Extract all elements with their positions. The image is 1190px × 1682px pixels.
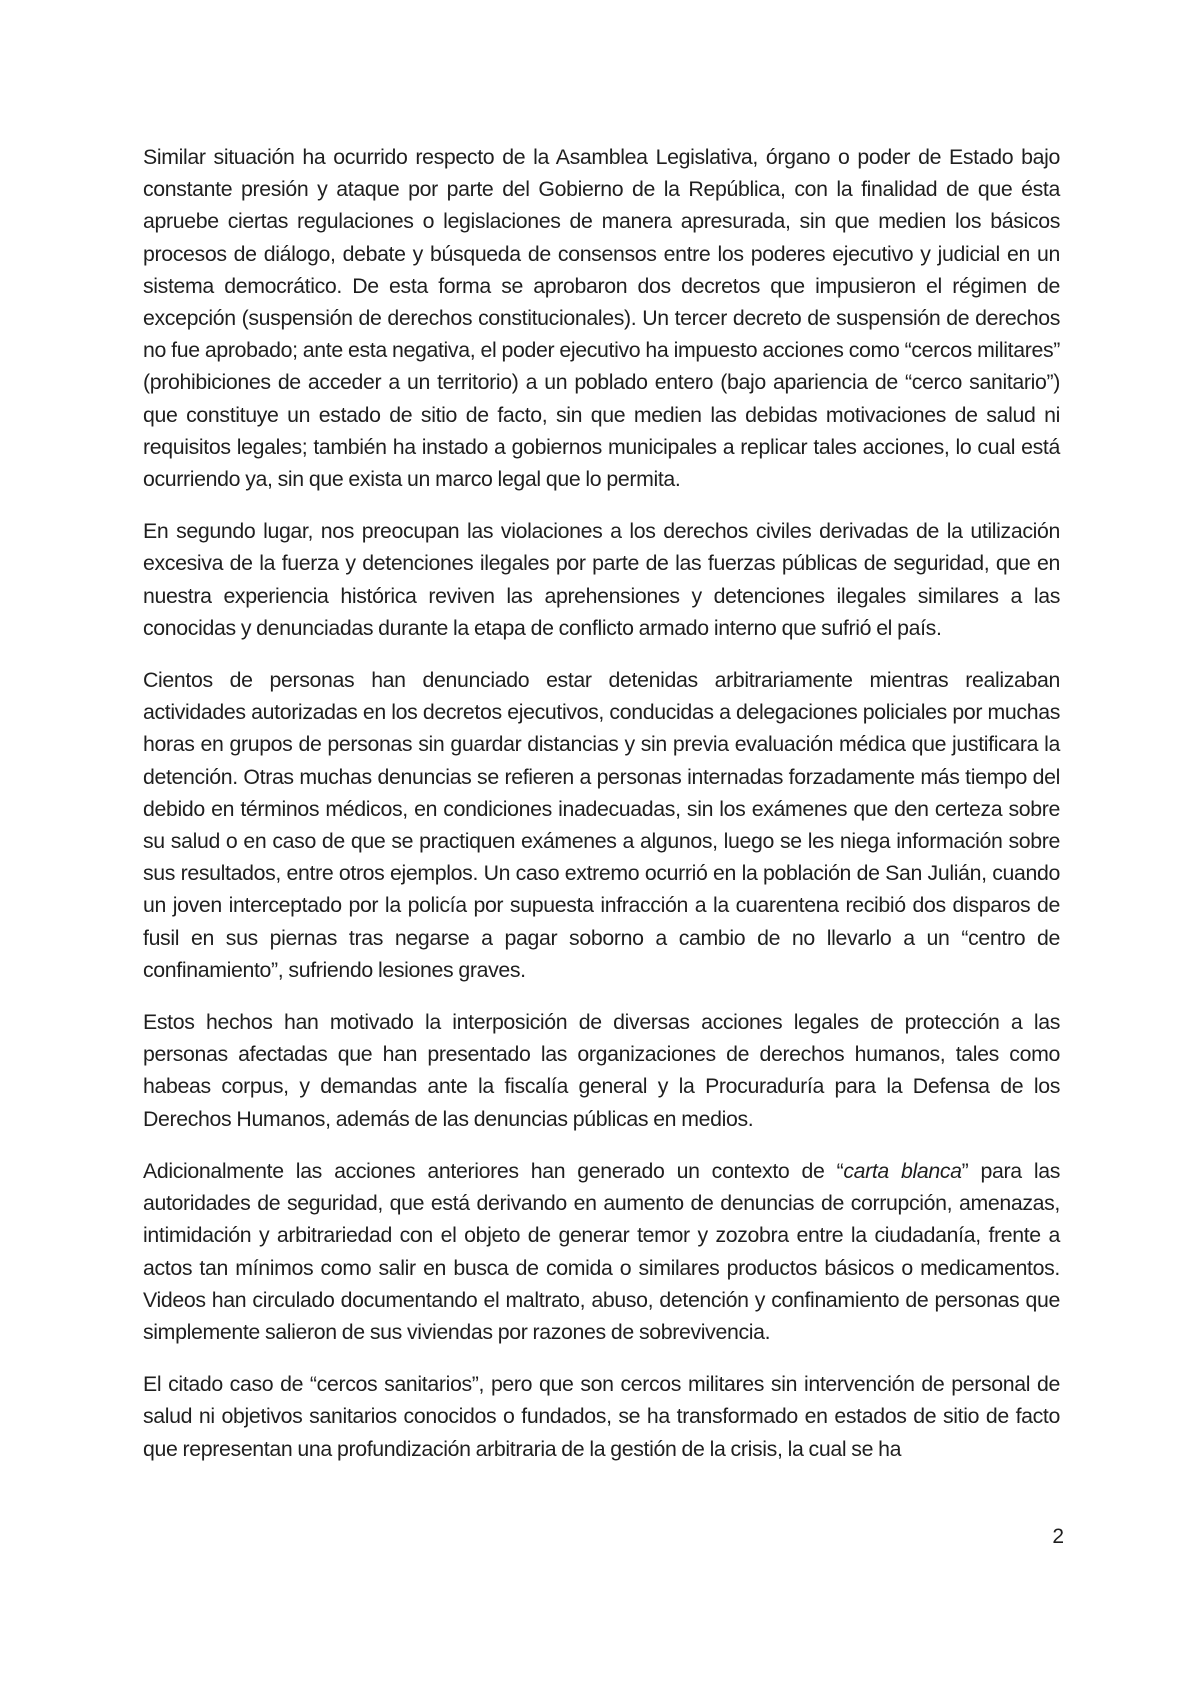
paragraph-carta-blanca xyxy=(143,1155,1060,1348)
paragraph-violaciones-derechos-civiles: En segundo lugar, nos preocupan las violaciones a los derechos civiles derivadas de la utilización excesiva de la fuerza y detenciones ilegales por parte de las fuerzas públicas de seguridad, que en nuestra experiencia histórica reviven las aprehensiones y detenciones ilegales similares a las conocidas y denunciadas durante la etapa de conflicto armado interno que sufrió el país. xyxy=(143,519,1060,640)
paragraph-cercos-sanitarios: El citado caso de “cercos sanitarios”, pero que son cercos militares sin intervención de personal de salud ni objetivos sanitarios conocidos o fundados, se ha transformado en estados de sitio de facto que representan una profundización arbitraria de la gestión de la crisis, la cual se ha xyxy=(143,1372,1060,1461)
page-number: 2 xyxy=(1052,1525,1064,1548)
document-body xyxy=(143,141,1060,1485)
paragraph-carta-blanca-italic: carta blanca xyxy=(843,1158,962,1183)
paragraph-carta-blanca-end: ” para las autoridades de seguridad, que está derivando en aumento de denuncias de corrupción, amenazas, intimidación y arbitrariedad con el objeto de generar temor y zozobra entre la ciudadanía, frente a actos tan mínimos como salir en busca de comida o similares productos básicos o medicamentos. Videos han circulado documentando el maltrato, abuso, detención y confinamiento de personas que simplemente salieron de sus viviendas por razones de sobrevivencia. xyxy=(143,1158,1061,1344)
paragraph-acciones-legales: Estos hechos han motivado la interposición de diversas acciones legales de protección a las personas afectadas que han presentado las organizaciones de derechos humanos, tales como habeas corpus, y demandas ante la fiscalía general y la Procuraduría para la Defensa de los Derechos Humanos, además de las denuncias públicas en medios. xyxy=(143,1010,1060,1131)
paragraph-asamblea-legislativa: Similar situación ha ocurrido respecto de la Asamblea Legislativa, órgano o poder de Estado bajo constante presión y ataque por parte del Gobierno de la República, con la finalidad de que ésta apruebe ciertas regulaciones o legislaciones de manera apresurada, sin que medien los básicos procesos de diálogo, debate y búsqueda de consensos entre los poderes ejecutivo y judicial en un sistema democrático. De esta forma se aprobaron dos decretos que impusieron el régimen de excepción (suspensión de derechos constitucionales). Un tercer decreto de suspensión de derechos no fue aprobado; ante esta negativa, el poder ejecutivo ha impuesto acciones como “cercos militares” (prohibiciones de acceder a un territorio) a un poblado entero (bajo apariencia de “cerco sanitario”) que constituye un estado de sitio de facto, sin que medien las debidas motivaciones de salud ni requisitos legales; también ha instado a gobiernos municipales a replicar tales acciones, lo cual está ocurriendo ya, sin que exista un marco legal que lo permita. xyxy=(143,145,1060,492)
paragraph-detenciones-arbitrarias: Cientos de personas han denunciado estar detenidas arbitrariamente mientras realizaban actividades autorizadas en los decretos ejecutivos, conducidas a delegaciones policiales por muchas horas en grupos de personas sin guardar distancias y sin previa evaluación médica que justificara la detención. Otras muchas denuncias se refieren a personas internadas forzadamente más tiempo del debido en términos médicos, en condiciones inadecuadas, sin los exámenes que den certeza sobre su salud o en caso de que se practiquen exámenes a algunos, luego se les niega información sobre sus resultados, entre otros ejemplos. Un caso extremo ocurrió en la población de San Julián, cuando un joven interceptado por la policía por supuesta infracción a la cuarentena recibió dos disparos de fusil en sus piernas tras negarse a pagar soborno a cambio de no llevarlo a un “centro de confinamiento”, sufriendo lesiones graves. xyxy=(143,668,1060,982)
paragraph-carta-blanca-start: Adicionalmente las acciones anteriores han generado un contexto de “ xyxy=(143,1158,844,1183)
